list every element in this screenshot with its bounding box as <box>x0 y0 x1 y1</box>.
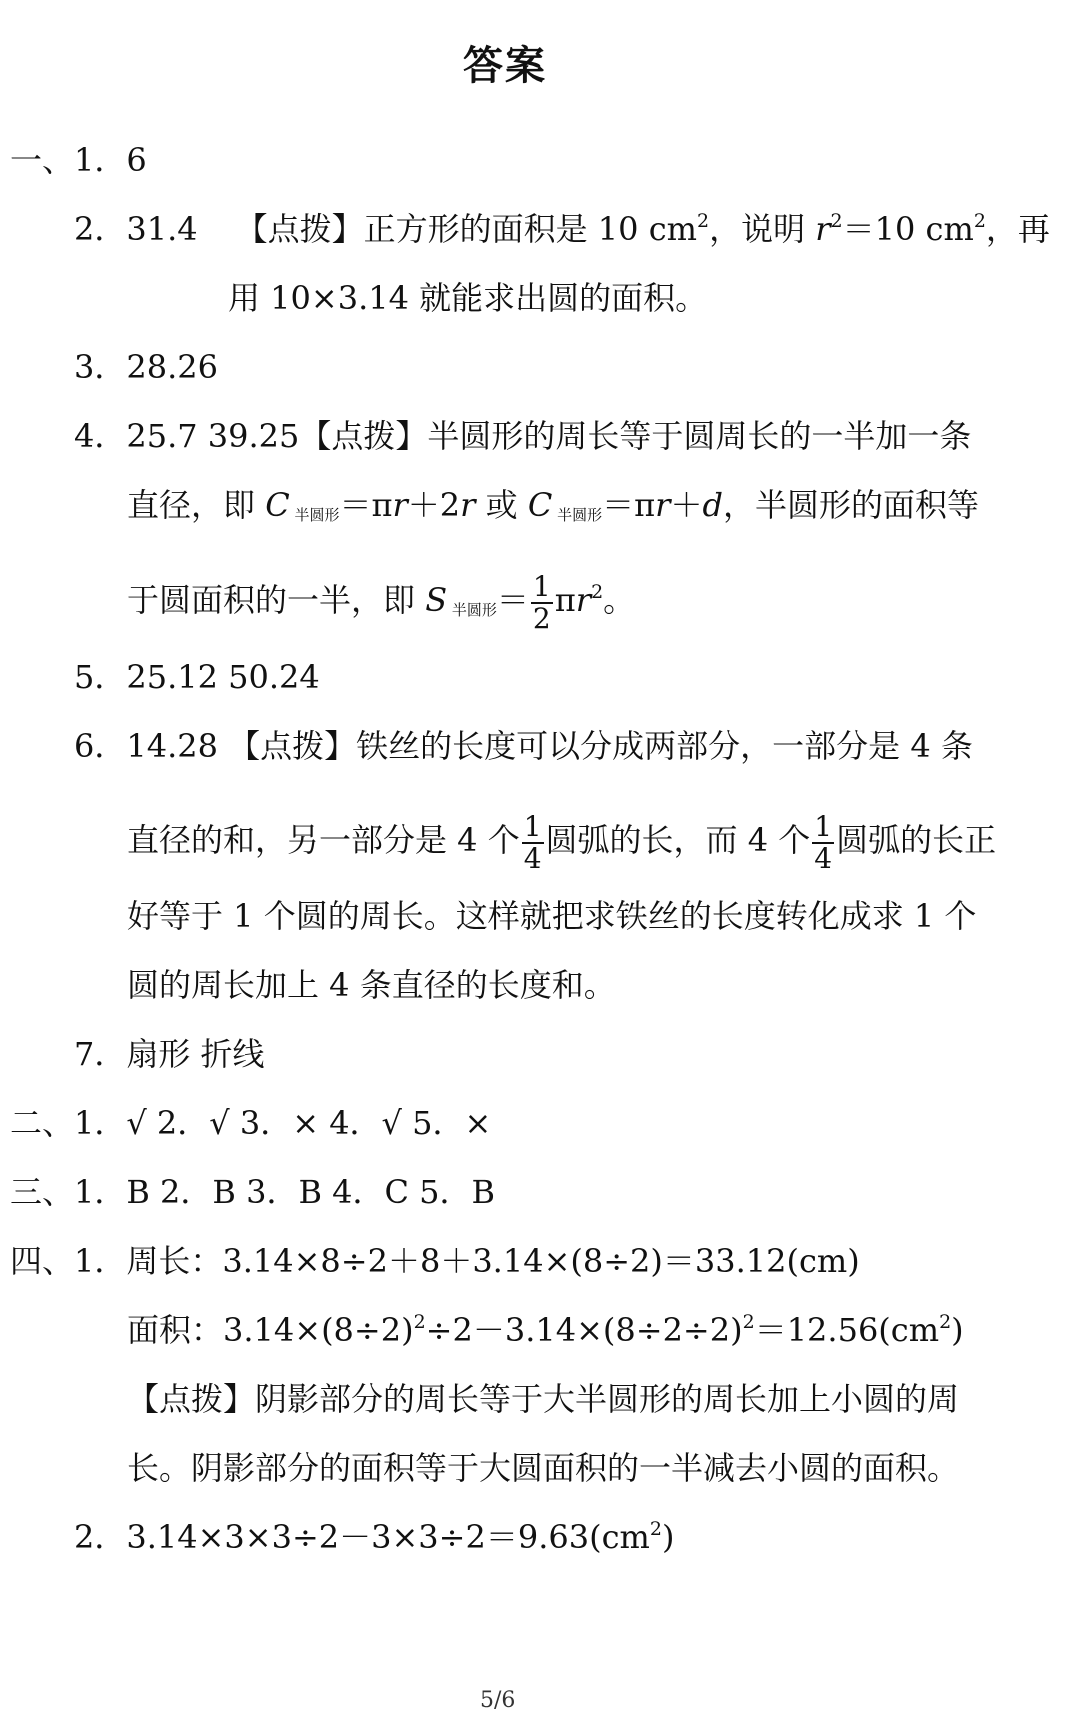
answer-4-1-area: 面积：$3.14\times(8\div 2)^2\div 2-3.14\times(8\div 2\div 2)^2=12.56(cm^2)$ <box>127 1311 964 1349</box>
answer-1-5: 5．25.12 50.24 <box>74 658 320 696</box>
answer-section-3: 三、1．B 2．B 3．B 4．C 5．B <box>10 1173 496 1211</box>
answer-1-2: 2．31.4 【点拨】正方形的面积是 10 $cm^2$，说明 $r^2=10$ $cm^2$，再 <box>74 210 1050 248</box>
fraction-one-half: $\frac{1}{2}$ <box>532 569 551 635</box>
answer-4-1-perimeter: 四、1．周长：3.14×8÷2＋8＋3.14×(8÷2)＝33.12(cm) <box>10 1242 860 1280</box>
answer-1-3: 3．28.26 <box>74 348 218 386</box>
answer-1-2-continued: 用 10×3.14 就能求出圆的面积。 <box>228 279 708 317</box>
answer-section-2: 二、1．√ 2．√ 3．× 4．√ 5．× <box>10 1104 492 1142</box>
fraction-one-quarter: $\frac{1}{4}$ <box>523 809 542 875</box>
answer-4-1-tip: 【点拨】阴影部分的周长等于大半圆形的周长加上小圆的周 <box>127 1380 960 1418</box>
page-title: 答案 <box>463 43 547 89</box>
answer-1-6-line2: 直径的和，另一部分是 4 个 $\frac{1}{4}$ 圆弧的长，而 4 个 $\frac{1}{4}$ 圆弧的长正 <box>127 809 997 875</box>
answer-1-6: 6．14.28 【点拨】铁丝的长度可以分成两部分，一部分是 4 条 <box>74 727 973 765</box>
answer-1-1: 一、1．6 <box>10 141 147 179</box>
page-number: 5/6 <box>480 1688 516 1713</box>
answer-1-4: 4．25.7 39.25【点拨】半圆形的周长等于圆周长的一半加一条 <box>74 417 972 455</box>
answer-1-4-line2: 直径，即 C $_{半圆形}$＝πr＋2r 或 C $_{半圆形}$＝πr＋d，半圆形的面积等 <box>127 486 979 524</box>
answer-1-6-line3: 好等于 1 个圆的周长。这样就把求铁丝的长度转化成求 1 个 <box>127 897 977 935</box>
answer-1-6-line4: 圆的周长加上 4 条直径的长度和。 <box>127 966 616 1004</box>
fraction-one-quarter: $\frac{1}{4}$ <box>814 809 833 875</box>
answer-1-7: 7．扇形 折线 <box>74 1035 265 1073</box>
answer-1-4-line3: 于圆面积的一半，即 S $_{半圆形}$＝ $\frac{1}{2}$ $\pi r^2$。 <box>127 569 636 635</box>
answer-4-2: 2．$3.14\times 3\times 3\div 2-3\times 3\div 2=9.63(cm^2)$ <box>74 1518 675 1556</box>
answer-4-1-tip-continued: 长。阴影部分的面积等于大圆面积的一半减去小圆的面积。 <box>127 1449 960 1487</box>
